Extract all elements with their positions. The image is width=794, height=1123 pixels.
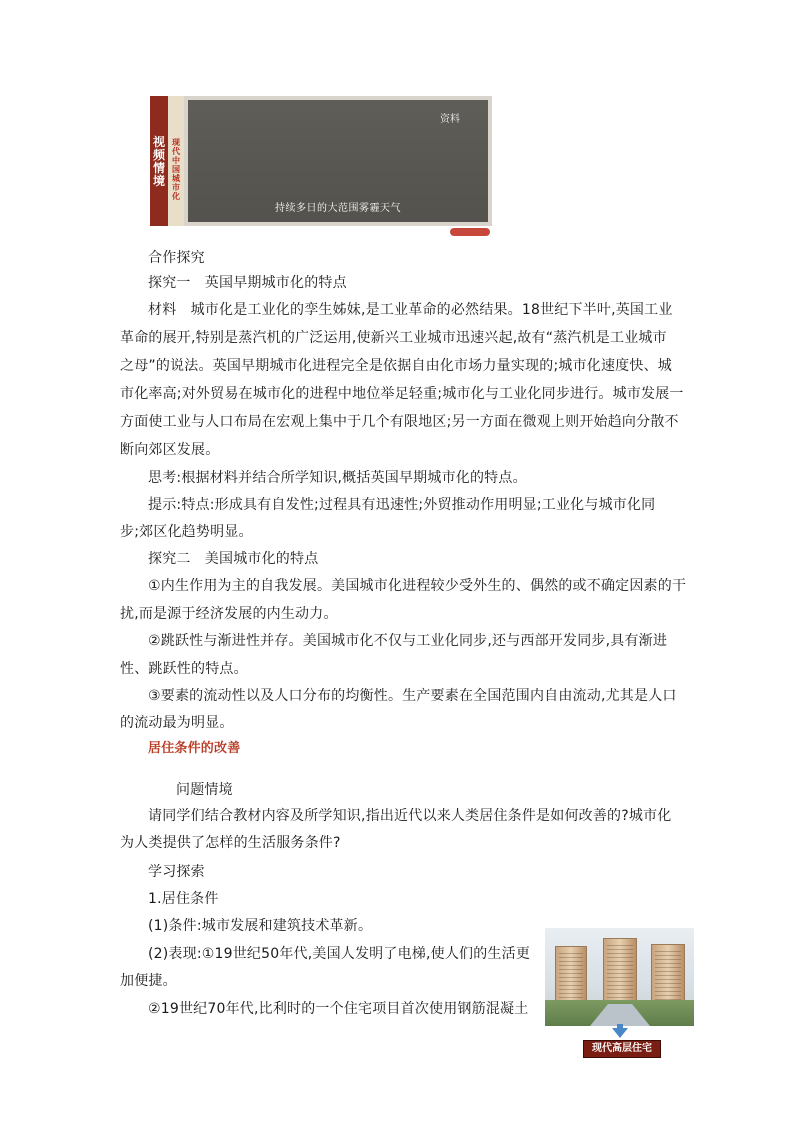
performance-line-3: ②19世纪70年代,比利时的一个住宅项目首次使用钢筋混凝土 [148,1001,529,1017]
material-line-1: 材料 城市化是工业化的孪生姊妹,是工业革命的必然结果。18世纪下半叶,英国工业 [148,302,673,318]
tower-center [603,938,637,1006]
video-caption: 持续多日的大范围雾霾天气 [275,203,401,214]
side-panel [150,96,184,226]
corner-label: 资料 [440,114,460,125]
banner-bottom-strip [184,226,492,236]
banner-red-mark [450,228,490,236]
arrow-down-icon [612,1028,628,1038]
hint-line-1: 提示:特点:形成具有自发性;过程具有迅速性;外贸推动作用明显;工业化与城市化同 [148,497,656,513]
high-rise-building-image [545,928,694,1026]
problem-line-2: 为人类提供了怎样的生活服务条件? [120,835,341,851]
material-line-5: 方面使工业与人口布局在宏观上集中于几个有限地区;另一方面在微观上则开始趋向分散不 [120,414,679,430]
point-three-line-1: ③要素的流动性以及人口分布的均衡性。生产要素在全国范围内自由流动,尤其是人口 [148,688,677,704]
point-one-line-1: ①内生作用为主的自我发展。美国城市化进程较少受外生的、偶然的或不确定因素的干 [148,578,687,594]
think-question: 思考:根据材料并结合所学知识,概括英国早期城市化的特点。 [148,470,527,486]
point-two-line-1: ②跳跃性与渐进性并存。美国城市化不仅与工业化同步,还与西部开发同步,具有渐进 [148,633,668,649]
hint-line-2: 步;郊区化趋势明显。 [120,524,253,540]
problem-line-1: 请同学们结合教材内容及所学知识,指出近代以来人类居住条件是如何改善的?城市化 [148,808,672,824]
section-heading-cooperative-inquiry: 合作探究 [148,250,205,266]
performance-line-2: 加便捷。 [120,973,177,989]
side-label: 视频情境 [152,135,165,188]
point-two-line-2: 性、跳跃性的特点。 [120,661,248,677]
material-line-4: 市化率高;对外贸易在城市化的进程中地位举足轻重;城市化与工业化同步进行。城市发展一 [120,386,684,402]
learning-explore-heading: 学习探索 [148,864,205,880]
tower-right [651,944,685,1008]
material-line-2: 革命的展开,特别是蒸汽机的广泛运用,使新兴工业城市迅速兴起,故有“蒸汽机是工业城市 [120,330,667,346]
material-line-6: 断向郊区发展。 [120,442,220,458]
problem-context-heading: 问题情境 [176,782,233,798]
living-conditions-subheading: 1.居住条件 [148,891,219,907]
point-one-line-2: 扰,而是源于经济发展的内生动力。 [120,606,338,622]
material-line-3: 之母”的说法。英国早期城市化进程完全是依据自由化市场力量实现的;城市化速度快、城 [120,358,672,374]
condition-line: (1)条件:城市发展和建筑技术革新。 [148,918,373,934]
video-banner [150,96,492,238]
inquiry-two-title: 探究二 美国城市化的特点 [148,551,319,567]
section-heading-living-conditions: 居住条件的改善 [148,741,241,756]
performance-line-1: (2)表现:①19世纪50年代,美国人发明了电梯,使人们的生活更 [148,946,531,962]
image-caption: 现代高层住宅 [583,1040,661,1058]
side-inner [168,96,184,226]
side-sublabel: 现代中国城市化 [172,138,180,201]
video-screen[interactable] [184,96,492,226]
inquiry-one-title: 探究一 英国早期城市化的特点 [148,275,347,291]
tower-left [555,946,587,1008]
point-three-line-2: 的流动最为明显。 [120,715,234,731]
